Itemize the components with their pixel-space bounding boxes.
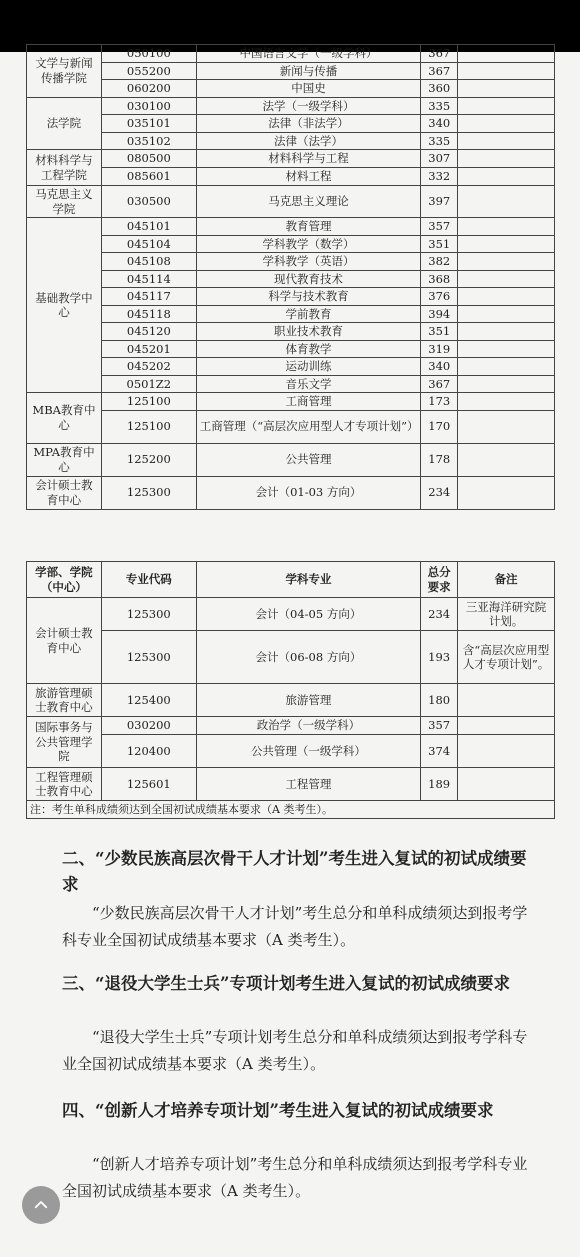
major-cell: 法学（一级学科） (196, 97, 420, 115)
code-cell: 125200 (101, 443, 196, 476)
score-cell: 193 (421, 631, 458, 684)
major-cell: 法律（法学） (196, 132, 420, 150)
note-cell (458, 115, 555, 133)
table-row (27, 393, 555, 411)
note-cell (458, 375, 555, 393)
major-cell: 中国语言文学（一级学科） (196, 45, 420, 63)
score-cell: 189 (421, 768, 458, 801)
table-row (27, 735, 555, 768)
score-cell: 307 (421, 150, 458, 168)
note-cell: 三亚海洋研究院计划。 (458, 598, 555, 631)
score-cell: 319 (421, 340, 458, 358)
score-cell: 173 (421, 393, 458, 411)
score-cell: 376 (421, 288, 458, 306)
code-cell: 045108 (101, 253, 196, 271)
code-cell: 045101 (101, 218, 196, 236)
note-cell (458, 684, 555, 717)
note-cell (458, 476, 555, 509)
major-cell: 科学与技术教育 (196, 288, 420, 306)
code-cell: 030500 (101, 186, 196, 218)
note-cell (458, 735, 555, 768)
scroll-to-top-button[interactable] (22, 1186, 60, 1224)
dept-cell: 法学院 (27, 97, 102, 150)
dept-cell: 文学与新闻传播学院 (27, 45, 102, 98)
code-cell: 080500 (101, 150, 196, 168)
table-row (27, 443, 555, 476)
note-cell: 含“高层次应用型人才专项计划”。 (458, 631, 555, 684)
table-row (27, 684, 555, 717)
note-cell (458, 168, 555, 186)
code-cell: 125601 (101, 768, 196, 801)
score-cell: 351 (421, 323, 458, 341)
score-cell: 367 (421, 45, 458, 63)
major-cell: 马克思主义理论 (196, 186, 420, 218)
table-row (27, 631, 555, 684)
code-cell: 055200 (101, 62, 196, 80)
table-footnote: 注：考生单科成绩须达到全国初试成绩基本要求（A 类考生）。 (27, 801, 555, 819)
score-cell: 357 (421, 218, 458, 236)
code-cell: 125100 (101, 410, 196, 443)
code-cell: 045117 (101, 288, 196, 306)
major-cell: 法律（非法学） (196, 115, 420, 133)
header-score: 总分要求 (421, 562, 458, 598)
section-heading-2: 二、“少数民族高层次骨干人才计划”考生进入复试的初试成绩要求 (62, 849, 527, 894)
table-row (27, 305, 555, 323)
code-cell: 125300 (101, 476, 196, 509)
score-cell: 360 (421, 80, 458, 98)
table-row (27, 476, 555, 509)
code-cell: 060200 (101, 80, 196, 98)
table-row (27, 62, 555, 80)
major-cell: 学前教育 (196, 305, 420, 323)
score-cell: 357 (421, 717, 458, 735)
score-cell: 397 (421, 186, 458, 218)
score-cell: 332 (421, 168, 458, 186)
major-cell: 现代教育技术 (196, 270, 420, 288)
score-cell: 180 (421, 684, 458, 717)
table-row (27, 768, 555, 801)
dept-cell: 工程管理硕士教育中心 (27, 768, 102, 801)
major-cell: 运动训练 (196, 358, 420, 376)
major-cell: 工程管理 (196, 768, 420, 801)
section-heading-4: 四、“创新人才培养专项计划”考生进入复试的初试成绩要求 (62, 1101, 494, 1120)
score-cell: 340 (421, 358, 458, 376)
major-cell: 学科教学（英语） (196, 253, 420, 271)
dept-cell: 基础教学中心 (27, 218, 102, 393)
code-cell: 035101 (101, 115, 196, 133)
note-cell (458, 132, 555, 150)
note-cell (458, 62, 555, 80)
major-cell: 旅游管理 (196, 684, 420, 717)
code-cell: 125300 (101, 631, 196, 684)
code-cell: 045104 (101, 235, 196, 253)
score-cell: 367 (421, 62, 458, 80)
section-body-2: “少数民族高层次骨干人才计划”考生总分和单科成绩须达到报考学科专业全国初试成绩基本要求（A 类考生）。 (62, 904, 528, 949)
dept-cell: 旅游管理硕士教育中心 (27, 684, 102, 717)
score-cell: 335 (421, 97, 458, 115)
code-cell: 120400 (101, 735, 196, 768)
table-row (27, 340, 555, 358)
section-body-4: “创新人才培养专项计划”考生总分和单科成绩须达到报考学科专业全国初试成绩基本要求（A 类考生）。 (62, 1155, 528, 1200)
table-row (27, 358, 555, 376)
code-cell: 030200 (101, 717, 196, 735)
score-cell: 178 (421, 443, 458, 476)
note-cell (458, 97, 555, 115)
score-cell: 340 (421, 115, 458, 133)
header-major: 学科专业 (196, 562, 420, 598)
table-row (27, 150, 555, 168)
score-cell: 368 (421, 270, 458, 288)
major-cell: 教育管理 (196, 218, 420, 236)
table-row (27, 186, 555, 218)
score-cell: 367 (421, 375, 458, 393)
score-cell: 234 (421, 476, 458, 509)
chevron-up-icon (32, 1196, 50, 1214)
header-note: 备注 (458, 562, 555, 598)
note-cell (458, 443, 555, 476)
code-cell: 0501Z2 (101, 375, 196, 393)
major-cell: 会计（01-03 方向） (196, 476, 420, 509)
table-row (27, 132, 555, 150)
note-cell (458, 45, 555, 63)
major-cell: 材料科学与工程 (196, 150, 420, 168)
table-row (27, 410, 555, 443)
score-cell: 351 (421, 235, 458, 253)
table-row (27, 288, 555, 306)
note-cell (458, 393, 555, 411)
major-cell: 中国史 (196, 80, 420, 98)
table-row (27, 270, 555, 288)
score-cell: 382 (421, 253, 458, 271)
note-cell (458, 323, 555, 341)
dept-cell: 会计硕士教育中心 (27, 598, 102, 684)
section-heading-3: 三、“退役大学生士兵”专项计划考生进入复试的初试成绩要求 (62, 974, 510, 993)
note-cell (458, 270, 555, 288)
header-dept: 学部、学院（中心） (27, 562, 102, 598)
major-cell: 政治学（一级学科） (196, 717, 420, 735)
note-cell (458, 218, 555, 236)
dept-cell: 马克思主义学院 (27, 186, 102, 218)
score-cell: 335 (421, 132, 458, 150)
table-row (27, 598, 555, 631)
note-cell (458, 186, 555, 218)
major-cell: 音乐文学 (196, 375, 420, 393)
table-row (27, 253, 555, 271)
table-row (27, 80, 555, 98)
note-cell (458, 768, 555, 801)
table-row (27, 97, 555, 115)
table-row (27, 323, 555, 341)
major-cell: 学科教学（数学） (196, 235, 420, 253)
dept-cell: MPA教育中心 (27, 443, 102, 476)
dept-cell: 材料科学与工程学院 (27, 150, 102, 186)
table-footnote-row (27, 801, 555, 819)
major-cell: 会计（06-08 方向） (196, 631, 420, 684)
code-cell: 125400 (101, 684, 196, 717)
note-cell (458, 288, 555, 306)
code-cell: 035102 (101, 132, 196, 150)
note-cell (458, 253, 555, 271)
note-cell (458, 80, 555, 98)
code-cell: 045202 (101, 358, 196, 376)
score-cell: 234 (421, 598, 458, 631)
note-cell (458, 340, 555, 358)
score-table-2 (26, 561, 555, 819)
code-cell: 125300 (101, 598, 196, 631)
table-row (27, 115, 555, 133)
code-cell: 045118 (101, 305, 196, 323)
code-cell: 050100 (101, 45, 196, 63)
major-cell: 公共管理（一级学科） (196, 735, 420, 768)
code-cell: 045114 (101, 270, 196, 288)
score-table-1 (26, 44, 555, 510)
score-cell: 394 (421, 305, 458, 323)
section-body-3: “退役大学生士兵”专项计划考生总分和单科成绩须达到报考学科专业全国初试成绩基本要求（A 类考生）。 (62, 1028, 528, 1073)
major-cell: 材料工程 (196, 168, 420, 186)
major-cell: 工商管理（“高层次应用型人才专项计划”） (196, 410, 420, 443)
major-cell: 职业技术教育 (196, 323, 420, 341)
major-cell: 体育教学 (196, 340, 420, 358)
table-row (27, 235, 555, 253)
code-cell: 045120 (101, 323, 196, 341)
table-row (27, 45, 555, 63)
code-cell: 125100 (101, 393, 196, 411)
header-code: 专业代码 (101, 562, 196, 598)
major-cell: 工商管理 (196, 393, 420, 411)
code-cell: 045201 (101, 340, 196, 358)
table-row (27, 218, 555, 236)
note-cell (458, 150, 555, 168)
major-cell: 公共管理 (196, 443, 420, 476)
major-cell: 会计（04-05 方向） (196, 598, 420, 631)
score-cell: 170 (421, 410, 458, 443)
code-cell: 030100 (101, 97, 196, 115)
code-cell: 085601 (101, 168, 196, 186)
major-cell: 新闻与传播 (196, 62, 420, 80)
note-cell (458, 305, 555, 323)
note-cell (458, 410, 555, 443)
dept-cell: 会计硕士教育中心 (27, 476, 102, 509)
dept-cell: 国际事务与公共管理学院 (27, 717, 102, 768)
note-cell (458, 358, 555, 376)
score-cell: 374 (421, 735, 458, 768)
table-row (27, 375, 555, 393)
table-row (27, 168, 555, 186)
table-row (27, 717, 555, 735)
note-cell (458, 235, 555, 253)
dept-cell: MBA教育中心 (27, 393, 102, 444)
note-cell (458, 717, 555, 735)
